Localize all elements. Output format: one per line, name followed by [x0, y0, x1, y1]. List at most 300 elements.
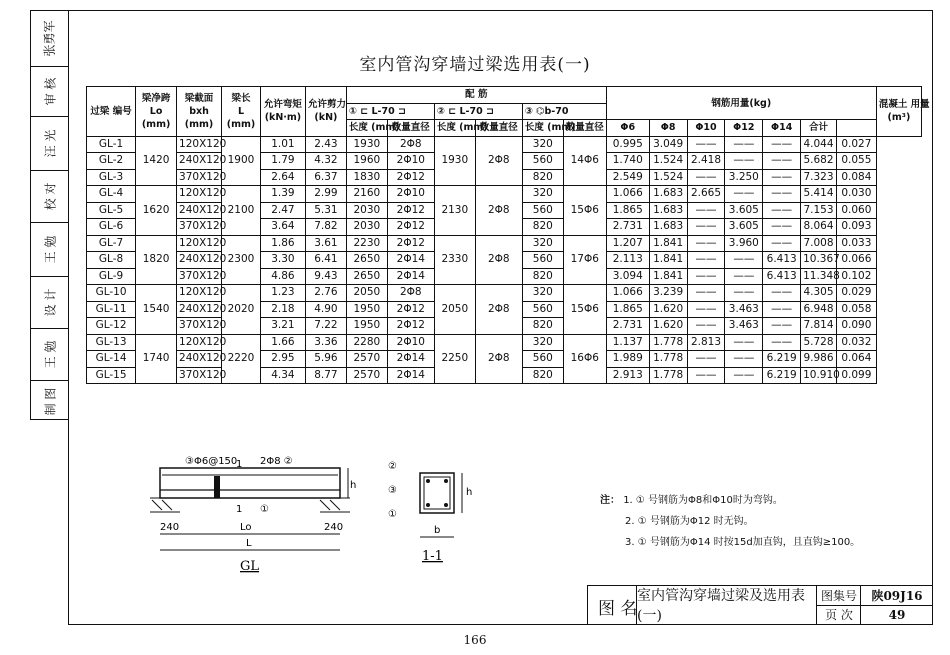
- cell-d14: ——: [763, 334, 801, 351]
- cell-moment: 1.86: [260, 235, 305, 252]
- section-drawing: [378, 455, 498, 575]
- header-concrete-unit: (m³): [887, 112, 911, 124]
- cell-bar1-qty: 2Φ10: [387, 153, 434, 170]
- cell-moment: 2.64: [260, 169, 305, 186]
- cell-bar3-qty: 17Φ6: [563, 235, 606, 285]
- header-moment: [260, 87, 305, 137]
- cell-d8: 1.841: [649, 252, 687, 269]
- cell-total: 6.948: [801, 301, 837, 318]
- header-bar3-qty: 数量直径: [563, 120, 606, 137]
- cell-d12: ——: [725, 252, 763, 269]
- cell-shear: 6.37: [305, 169, 346, 186]
- cell-shear: 3.61: [305, 235, 346, 252]
- note-item: 1. ① 号钢筋为Φ8和Φ10时为弯钩。: [623, 495, 783, 506]
- cell-bar1-length: 2570: [346, 367, 387, 384]
- drafting-cell: [31, 381, 68, 421]
- cell-bar2-qty: 2Φ8: [475, 285, 522, 335]
- cell-d12: 3.463: [725, 318, 763, 335]
- cell-moment: 2.95: [260, 351, 305, 368]
- cell-conc: 0.102: [836, 268, 876, 285]
- cell-bar3-length: 320: [522, 285, 563, 302]
- cell-conc: 0.029: [836, 285, 876, 302]
- header-section-sym: bxh: [189, 105, 209, 117]
- cell-d14: 6.219: [763, 351, 801, 368]
- cell-d6: 1.207: [606, 235, 649, 252]
- cell-bar3-length: 560: [522, 301, 563, 318]
- cell-bar2-qty: 2Φ8: [475, 235, 522, 285]
- cell-shear: 5.96: [305, 351, 346, 368]
- cell-bar1-length: 2030: [346, 202, 387, 219]
- cell-section: 370X120: [177, 169, 222, 186]
- cell-bar3-qty: 15Φ6: [563, 186, 606, 236]
- table-row: [87, 136, 922, 153]
- cell-d14: 6.413: [763, 252, 801, 269]
- header-moment-unit: (kN·m): [264, 112, 302, 124]
- header-shear-text: 允许剪力: [307, 99, 346, 111]
- cell-bar3-length: 820: [522, 169, 563, 186]
- cell-bar3-length: 560: [522, 351, 563, 368]
- cell-d14: ——: [763, 136, 801, 153]
- page-number: 166: [463, 633, 487, 647]
- cell-total: 8.064: [801, 219, 837, 236]
- cell-moment: 4.86: [260, 268, 305, 285]
- cell-d8: 1.841: [649, 235, 687, 252]
- cell-section: 370X120: [177, 367, 222, 384]
- cell-bar3-length: 560: [522, 202, 563, 219]
- header-bar1-qty: 数量直径: [387, 120, 434, 137]
- cell-total: 5.414: [801, 186, 837, 203]
- drafting-label: 制 图: [42, 387, 57, 415]
- cell-d14: 6.413: [763, 268, 801, 285]
- header-d14: Φ14: [763, 120, 801, 137]
- cell-d12: ——: [725, 136, 763, 153]
- proof-label: 校 对: [42, 182, 57, 211]
- cell-bar3-length: 320: [522, 136, 563, 153]
- section-caption: 1-1: [422, 549, 443, 564]
- header-span: [136, 87, 177, 137]
- cell-d8: 3.239: [649, 285, 687, 302]
- cell-beam-id: GL-5: [87, 202, 136, 219]
- cell-shear: 9.43: [305, 268, 346, 285]
- cell-span: 1540: [136, 285, 177, 335]
- section-bar1-marker: ①: [388, 509, 397, 520]
- header-shear: [305, 87, 346, 137]
- section-bar3-marker: ③: [388, 485, 397, 496]
- cell-bar1-length: 1950: [346, 301, 387, 318]
- cell-d12: ——: [725, 268, 763, 285]
- header-steel-use: 钢筋用量(kg): [606, 87, 876, 120]
- cell-span: 1620: [136, 186, 177, 236]
- cell-d6: 2.113: [606, 252, 649, 269]
- section-outline: [420, 473, 454, 513]
- cell-d12: ——: [725, 334, 763, 351]
- beam-caption: GL: [240, 559, 260, 574]
- cell-bar3-length: 320: [522, 235, 563, 252]
- length-label: L: [246, 538, 252, 549]
- cell-total: 7.153: [801, 202, 837, 219]
- cell-bar3-qty: 16Φ6: [563, 334, 606, 384]
- cell-bar1-length: 2650: [346, 252, 387, 269]
- cell-d14: ——: [763, 202, 801, 219]
- cell-section: 240X120: [177, 351, 222, 368]
- cell-length: 2020: [222, 285, 261, 335]
- cell-bar1-length: 2570: [346, 351, 387, 368]
- cell-moment: 2.47: [260, 202, 305, 219]
- table-row: [87, 285, 922, 302]
- cell-bar1-length: 1930: [346, 136, 387, 153]
- cell-bar1-qty: 2Φ12: [387, 301, 434, 318]
- cell-d12: 3.960: [725, 235, 763, 252]
- cell-bar1-qty: 2Φ12: [387, 235, 434, 252]
- cell-section: 370X120: [177, 268, 222, 285]
- title-block-name: 室内管沟穿墙过梁及选用表(一): [636, 586, 817, 624]
- cell-d10: ——: [687, 202, 725, 219]
- beam-elevation-drawing: [140, 440, 360, 580]
- cell-d10: 2.813: [687, 334, 725, 351]
- cell-total: 9.986: [801, 351, 837, 368]
- header-concrete-text: 混凝土 用量: [878, 99, 930, 111]
- cell-beam-id: GL-4: [87, 186, 136, 203]
- cell-d14: 6.219: [763, 367, 801, 384]
- header-length-text: 梁长: [231, 92, 251, 104]
- header-d12: Φ12: [725, 120, 763, 137]
- cell-d6: 2.549: [606, 169, 649, 186]
- cell-d8: 1.778: [649, 351, 687, 368]
- cell-beam-id: GL-11: [87, 301, 136, 318]
- cell-shear: 2.99: [305, 186, 346, 203]
- cell-bar1-length: 2650: [346, 268, 387, 285]
- cell-shear: 6.41: [305, 252, 346, 269]
- cell-d8: 1.778: [649, 334, 687, 351]
- designer-cell: [31, 329, 68, 381]
- cell-section: 240X120: [177, 202, 222, 219]
- cell-moment: 4.34: [260, 367, 305, 384]
- cell-bar1-length: 1960: [346, 153, 387, 170]
- cell-d10: ——: [687, 301, 725, 318]
- cell-moment: 3.21: [260, 318, 305, 335]
- header-shear-unit: (kN): [314, 112, 338, 124]
- cell-bar3-length: 820: [522, 268, 563, 285]
- cell-length: 2100: [222, 186, 261, 236]
- cell-shear: 7.82: [305, 219, 346, 236]
- cell-conc: 0.027: [836, 136, 876, 153]
- header-span-unit: (mm): [141, 118, 171, 130]
- atlas-label: 图集号: [816, 586, 861, 606]
- design-label: 设 计: [42, 288, 57, 317]
- header-span-sym: Lo: [149, 105, 163, 117]
- header-bar3: ③ ⌬b-70: [522, 103, 606, 120]
- cell-d10: 2.665: [687, 186, 725, 203]
- cell-section: 370X120: [177, 219, 222, 236]
- cell-beam-id: GL-3: [87, 169, 136, 186]
- cell-bar1-length: 2160: [346, 186, 387, 203]
- cell-bar2-qty: 2Φ8: [475, 334, 522, 384]
- cell-d10: ——: [687, 351, 725, 368]
- cell-bar1-qty: 2Φ14: [387, 367, 434, 384]
- cell-bar1-length: 2230: [346, 235, 387, 252]
- cell-section: 120X120: [177, 285, 222, 302]
- cell-conc: 0.058: [836, 301, 876, 318]
- cell-d14: ——: [763, 186, 801, 203]
- cell-section: 370X120: [177, 318, 222, 335]
- cell-bar3-qty: 15Φ6: [563, 285, 606, 335]
- cell-d6: 1.066: [606, 285, 649, 302]
- design-cell: [31, 277, 68, 329]
- cell-d6: 1.865: [606, 301, 649, 318]
- section-bar2-marker: ②: [388, 461, 397, 472]
- cell-d8: 1.683: [649, 219, 687, 236]
- cell-bar1-qty: 2Φ12: [387, 202, 434, 219]
- cell-d6: 1.137: [606, 334, 649, 351]
- cell-beam-id: GL-12: [87, 318, 136, 335]
- cell-d12: 3.463: [725, 301, 763, 318]
- cell-d12: 3.605: [725, 219, 763, 236]
- cell-bar1-qty: 2Φ8: [387, 136, 434, 153]
- cell-bar3-length: 820: [522, 367, 563, 384]
- cell-bar3-length: 560: [522, 252, 563, 269]
- cell-section: 120X120: [177, 235, 222, 252]
- table-row: [87, 186, 922, 203]
- cell-conc: 0.060: [836, 202, 876, 219]
- cell-conc: 0.099: [836, 367, 876, 384]
- cell-moment: 2.18: [260, 301, 305, 318]
- cell-d8: 1.524: [649, 169, 687, 186]
- cell-moment: 1.79: [260, 153, 305, 170]
- cell-conc: 0.030: [836, 186, 876, 203]
- header-bar2: ② ⊏ L-70 ⊐: [434, 103, 522, 120]
- cell-bar3-length: 820: [522, 219, 563, 236]
- notes: [600, 490, 860, 553]
- header-section: [177, 87, 222, 137]
- table-row: [87, 235, 922, 252]
- header-concrete: [876, 87, 930, 137]
- cell-bar1-qty: 2Φ14: [387, 252, 434, 269]
- cell-d8: 1.620: [649, 301, 687, 318]
- cell-bar1-qty: 2Φ8: [387, 285, 434, 302]
- signature-name: 张勇军: [42, 20, 57, 57]
- cell-d6: 1.066: [606, 186, 649, 203]
- cell-d12: 3.250: [725, 169, 763, 186]
- cell-total: 7.323: [801, 169, 837, 186]
- page-title: 室内管沟穿墙过梁选用表(一): [359, 55, 591, 75]
- notes-lead: 注：: [600, 495, 620, 506]
- cell-bar1-length: 2280: [346, 334, 387, 351]
- cell-beam-id: GL-14: [87, 351, 136, 368]
- cell-d6: 3.094: [606, 268, 649, 285]
- rebar-dot: [444, 479, 448, 483]
- cell-conc: 0.055: [836, 153, 876, 170]
- cell-bar1-length: 2050: [346, 285, 387, 302]
- cell-total: 4.305: [801, 285, 837, 302]
- cell-bar1-qty: 2Φ10: [387, 186, 434, 203]
- cell-shear: 7.22: [305, 318, 346, 335]
- cell-bar2-length: 2250: [434, 334, 475, 384]
- header-bar1: ① ⊏ L-70 ⊐: [346, 103, 434, 120]
- cell-bar3-length: 560: [522, 153, 563, 170]
- header-bar2-qty: 数量直径: [475, 120, 522, 137]
- bearing-right-label: 240: [324, 522, 344, 533]
- cell-d10: ——: [687, 367, 725, 384]
- header-rebar: 配 筋: [346, 87, 606, 104]
- cell-bar1-qty: 2Φ12: [387, 318, 434, 335]
- cell-d10: 2.418: [687, 153, 725, 170]
- cell-d10: ——: [687, 318, 725, 335]
- cell-section: 120X120: [177, 334, 222, 351]
- header-bar2-length: 长度 (mm): [434, 120, 475, 137]
- cell-bar2-qty: 2Φ8: [475, 186, 522, 236]
- cell-d8: 1.683: [649, 186, 687, 203]
- cell-d6: 0.995: [606, 136, 649, 153]
- h-dimension-label: h: [350, 480, 357, 491]
- cell-d12: ——: [725, 367, 763, 384]
- cell-bar3-length: 820: [522, 318, 563, 335]
- cell-total: 10.367: [801, 252, 837, 269]
- cell-bar1-qty: 2Φ12: [387, 219, 434, 236]
- stirrup-mark: [214, 476, 220, 498]
- cell-d6: 2.731: [606, 318, 649, 335]
- note-item: 2. ① 号钢筋为Φ12 时无钩。: [625, 516, 754, 527]
- cell-bar1-qty: 2Φ14: [387, 351, 434, 368]
- cell-d14: ——: [763, 219, 801, 236]
- cell-moment: 3.30: [260, 252, 305, 269]
- header-section-unit: (mm): [184, 118, 214, 130]
- cell-bar1-qty: 2Φ14: [387, 268, 434, 285]
- cell-d14: ——: [763, 285, 801, 302]
- cell-d6: 1.865: [606, 202, 649, 219]
- cell-moment: 1.23: [260, 285, 305, 302]
- header-moment-text: 允许弯矩: [263, 99, 302, 111]
- cell-conc: 0.084: [836, 169, 876, 186]
- cell-bar2-length: 1930: [434, 136, 475, 186]
- header-length-sym: L: [237, 105, 245, 117]
- cut-mark-top: 1: [236, 459, 243, 470]
- cell-section: 120X120: [177, 136, 222, 153]
- cell-bar2-length: 2050: [434, 285, 475, 335]
- cell-shear: 5.31: [305, 202, 346, 219]
- cut-mark-bottom: 1: [236, 504, 243, 515]
- header-total: 合计: [801, 120, 837, 137]
- cell-d6: 2.731: [606, 219, 649, 236]
- cell-d10: ——: [687, 136, 725, 153]
- cell-total: 4.044: [801, 136, 837, 153]
- cell-conc: 0.093: [836, 219, 876, 236]
- cell-beam-id: GL-9: [87, 268, 136, 285]
- cell-shear: 2.43: [305, 136, 346, 153]
- cell-d10: ——: [687, 252, 725, 269]
- cell-beam-id: GL-1: [87, 136, 136, 153]
- cell-moment: 1.66: [260, 334, 305, 351]
- reviewer-cell: [31, 117, 68, 171]
- cell-span: 1420: [136, 136, 177, 186]
- designer-name: 王 勉: [42, 340, 57, 369]
- table-body: [87, 136, 922, 384]
- cell-section: 120X120: [177, 186, 222, 203]
- cell-total: 11.348: [801, 268, 837, 285]
- cell-d10: ——: [687, 169, 725, 186]
- header-d10: Φ10: [687, 120, 725, 137]
- cell-d8: 1.620: [649, 318, 687, 335]
- wall-hatching: [152, 500, 340, 510]
- cell-section: 240X120: [177, 153, 222, 170]
- cell-d8: 1.683: [649, 202, 687, 219]
- header-bar1-length: 长度 (mm): [346, 120, 387, 137]
- cell-conc: 0.064: [836, 351, 876, 368]
- header-d8: Φ8: [649, 120, 687, 137]
- beam-outline: [160, 468, 340, 498]
- cell-bar3-length: 320: [522, 334, 563, 351]
- header-section-text: 梁截面: [184, 92, 214, 104]
- beam-selection-table: [86, 86, 930, 384]
- cell-section: 240X120: [177, 301, 222, 318]
- cell-total: 5.728: [801, 334, 837, 351]
- rebar-dot: [444, 503, 448, 507]
- cell-d12: ——: [725, 351, 763, 368]
- header-beam-id: 过梁 编号: [87, 87, 136, 137]
- header-length-unit: (mm): [226, 118, 256, 130]
- cell-conc: 0.090: [836, 318, 876, 335]
- cell-length: 2220: [222, 334, 261, 384]
- cell-shear: 4.90: [305, 301, 346, 318]
- cell-d8: 3.049: [649, 136, 687, 153]
- section-b-label: b: [434, 525, 441, 536]
- cell-beam-id: GL-7: [87, 235, 136, 252]
- cell-d12: ——: [725, 186, 763, 203]
- cell-bar1-length: 1830: [346, 169, 387, 186]
- cell-total: 7.814: [801, 318, 837, 335]
- cell-d8: 1.524: [649, 153, 687, 170]
- span-label: Lo: [240, 522, 252, 533]
- header-length: [222, 87, 261, 137]
- cell-d14: ——: [763, 301, 801, 318]
- reviewer-name: 汪 光: [42, 129, 57, 158]
- cell-conc: 0.066: [836, 252, 876, 269]
- cell-d12: ——: [725, 285, 763, 302]
- cell-bar2-qty: 2Φ8: [475, 136, 522, 186]
- cell-beam-id: GL-6: [87, 219, 136, 236]
- rebar-dot: [426, 503, 430, 507]
- header-d6: Φ6: [606, 120, 649, 137]
- cell-total: 10.910: [801, 367, 837, 384]
- cell-beam-id: GL-13: [87, 334, 136, 351]
- cell-shear: 4.32: [305, 153, 346, 170]
- cell-moment: 1.01: [260, 136, 305, 153]
- cell-bar2-length: 2130: [434, 186, 475, 236]
- header-bar3-length: 长度 (mm): [522, 120, 563, 137]
- proofer-cell: [31, 223, 68, 277]
- cell-conc: 0.033: [836, 235, 876, 252]
- cell-section: 240X120: [177, 252, 222, 269]
- cell-shear: 3.36: [305, 334, 346, 351]
- proof-cell: [31, 171, 68, 223]
- cell-bar1-length: 1950: [346, 318, 387, 335]
- title-block-label: 图 名: [598, 599, 638, 619]
- cell-span: 1740: [136, 334, 177, 384]
- cell-total: 5.682: [801, 153, 837, 170]
- cell-d14: ——: [763, 153, 801, 170]
- cell-shear: 8.77: [305, 367, 346, 384]
- cell-conc: 0.032: [836, 334, 876, 351]
- cell-length: 2300: [222, 235, 261, 285]
- header-span-text: 梁净跨: [141, 92, 171, 104]
- title-block: [587, 585, 933, 625]
- review-label: 审 核: [42, 77, 57, 106]
- atlas-value: 陕09J16: [860, 586, 933, 606]
- cell-bar3-qty: 14Φ6: [563, 136, 606, 186]
- stirrup-label: ③Φ6@150: [185, 456, 238, 467]
- cell-bar3-length: 320: [522, 186, 563, 203]
- table-row: [87, 334, 922, 351]
- cell-d6: 1.740: [606, 153, 649, 170]
